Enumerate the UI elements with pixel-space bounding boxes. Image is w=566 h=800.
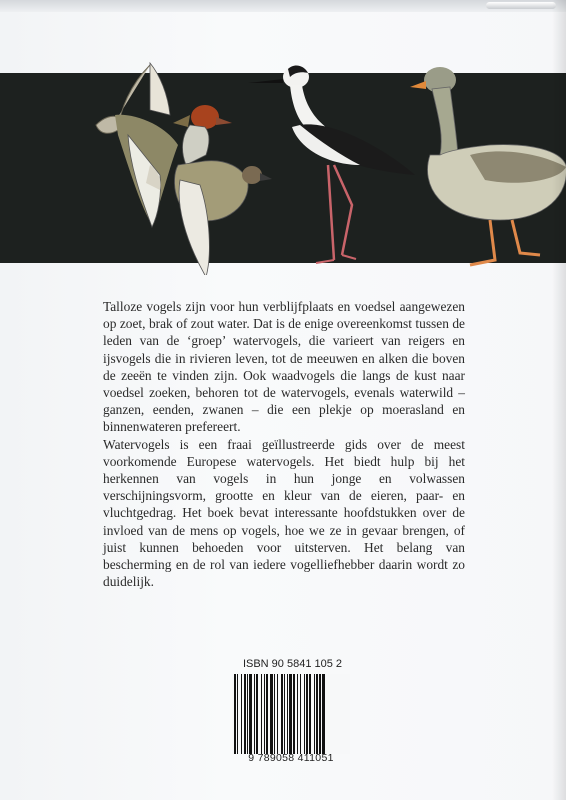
barcode-bar — [300, 674, 301, 754]
pochard-duck-illustration — [183, 105, 232, 165]
barcode-bar — [314, 674, 315, 754]
barcode-bar — [284, 674, 285, 754]
blurb-paragraph: Watervogels is een fraai geïllustreerde gids over de meest voorkomende Europese watervogels. Het biedt hulp bij het herkennen van vogels in hun jonge en volwassen verschijningsvorm, grootte en kleur van de eieren, paar- en vluchtgedrag. Het boek bevat interessante hoofdstukken over de invloed van de mens op vogels, hoe we ze in gevaar brengen, of juist kunnen behoeden voor uitsterven. Het belang van bescherming en de rol van iedere vogelliefhebber daarin wordt zo duidelijk. — [103, 436, 465, 590]
stilt-illustration — [248, 66, 415, 263]
bird-illustrations — [0, 55, 566, 275]
barcode-bar — [264, 674, 265, 754]
barcode-bar — [241, 674, 242, 754]
barcode-bar — [281, 674, 283, 754]
barcode-bar — [316, 674, 318, 754]
blurb-paragraph: Talloze vogels zijn voor hun verblijfplaats en voedsel aangewezen op zoet, brak of zout water. Dat is de enige overeenkomst tussen de leden van de ‘groep’ watervogels, die varieert van reigers en ijsvogels die in rivieren leven, tot de meeuwen en alken die boven de zeeën te vinden zijn. Ook waadvogels die langs de kust naar voedsel zoeken, behoren tot de watervogels, evenals waterwild – ganzen, eenden, zwanen – die een plekje op moerasland en binnenwateren prefereert. — [103, 299, 465, 435]
barcode — [232, 674, 350, 754]
barcode-bar — [297, 674, 298, 754]
back-cover-blurb — [103, 298, 465, 590]
binding-edge — [486, 2, 556, 9]
barcode-bar — [293, 674, 295, 754]
barcode-bar — [237, 674, 238, 754]
barcode-bar — [277, 674, 278, 754]
barcode-bar — [266, 674, 268, 754]
barcode-bar — [319, 674, 321, 754]
barcode-bar — [254, 674, 255, 754]
barcode-bar — [289, 674, 292, 754]
barcode-bar — [304, 674, 305, 754]
barcode-bar — [256, 674, 258, 754]
barcode-bar — [249, 674, 252, 754]
barcode-bar — [309, 674, 311, 754]
barcode-bar — [261, 674, 262, 754]
barcode-bar — [234, 674, 236, 754]
flying-duck-illustration — [96, 63, 190, 227]
barcode-bar — [287, 674, 288, 754]
barcode-bar — [270, 674, 273, 754]
cover-top-edge — [0, 0, 566, 12]
barcode-bar — [306, 674, 308, 754]
barcode-digits: 9 789058 411051 — [248, 752, 334, 764]
barcode-bar — [274, 674, 275, 754]
barcode-bar — [322, 674, 325, 754]
goose-illustration — [410, 67, 566, 265]
isbn-block — [226, 658, 356, 768]
isbn-label: ISBN 90 5841 105 2 — [242, 658, 343, 670]
barcode-bar — [244, 674, 246, 754]
barcode-bar — [247, 674, 248, 754]
